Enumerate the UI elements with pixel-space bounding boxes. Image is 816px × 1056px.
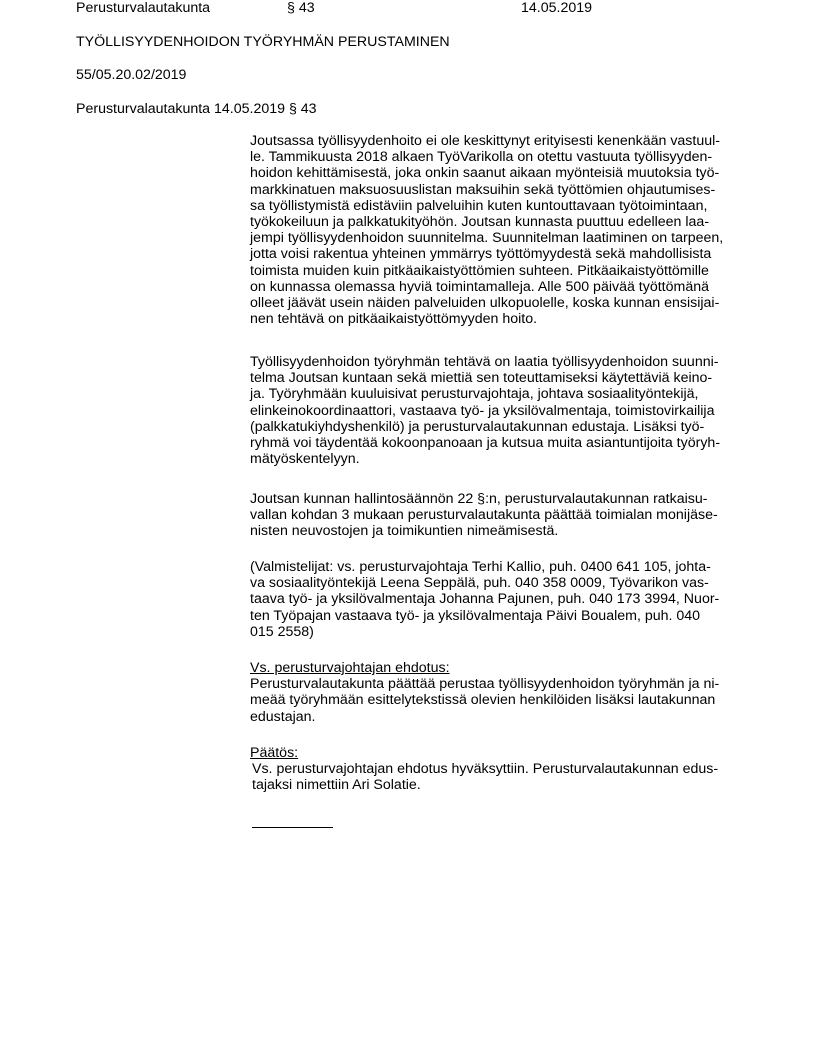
signature-separator-line bbox=[252, 827, 333, 828]
text-line: sa työllistymistä edistäviin palveluihin kuten kuntouttavaan työtoimintaan, bbox=[250, 197, 708, 214]
text-line: meää työryhmään esittelytekstissä olevien henkilöiden lisäksi lautakunnan bbox=[250, 692, 716, 709]
paragraph-background bbox=[250, 133, 740, 327]
text-line: toimista muiden kuin pitkäaikaistyöttömien suhteen. Pitkäaikaistyöttömille bbox=[250, 262, 709, 279]
text-line: Työllisyydenhoidon työryhmän tehtävä on laatia työllisyydenhoidon suunni- bbox=[250, 354, 719, 370]
decision-section bbox=[250, 745, 740, 794]
text-line: Joutsan kunnan hallintosäännön 22 §:n, perusturvalautakunnan ratkaisu- bbox=[250, 491, 708, 507]
meeting-reference: Perusturvalautakunta 14.05.2019 § 43 bbox=[76, 101, 317, 117]
text-line: jotta voisi rakentua yhteinen ymmärrys työttömyydestä sekä mahdollisista bbox=[250, 246, 712, 263]
text-line: (palkkatukiyhdyshenkilö) ja perusturvalautakunnan edustaja. Lisäksi työ- bbox=[250, 418, 705, 435]
text-line: edustajan. bbox=[250, 708, 316, 725]
text-line: mätyöskentelyyn. bbox=[250, 451, 360, 468]
decision-heading: Päätös: bbox=[250, 745, 299, 761]
paragraph-2 bbox=[250, 354, 740, 467]
text-line: hoidon kehittämisestä, joka onkin saanut aikaan myönteisiä muutoksia työ- bbox=[250, 165, 720, 182]
text-line: va sosiaalityöntekijä Leena Seppälä, puh. 040 358 0009, Työvarikon vas- bbox=[250, 575, 709, 592]
header-section: § 43 bbox=[287, 0, 315, 16]
record-number: 55/05.20.02/2019 bbox=[76, 67, 187, 83]
header-committee: Perusturvalautakunta bbox=[76, 0, 211, 16]
text-line: vallan kohdan 3 mukaan perusturvalautakunta päättää toimialan monijäse- bbox=[250, 507, 718, 524]
proposal-section bbox=[250, 660, 740, 725]
text-line: ryhmä voi täydentää kokoonpanoaan ja kutsua muita asiantuntijoita työryh- bbox=[250, 435, 721, 452]
text-line: Vs. perusturvajohtajan ehdotus hyväksyttiin. Perusturvalautakunnan edus- bbox=[252, 761, 719, 778]
text-line: elinkeinokoordinaattori, vastaava työ- ja yksilövalmentaja, toimistovirkailija bbox=[250, 402, 715, 419]
text-line: markkinatuen maksuosuuslistan maksuihin sekä työttömien ohjautumises- bbox=[250, 181, 716, 198]
header-date: 14.05.2019 bbox=[521, 0, 593, 16]
paragraph-3 bbox=[250, 491, 740, 540]
text-line: le. Tammikuusta 2018 alkaen TyöVarikolla on otettu vastuuta työllisyyden- bbox=[250, 149, 713, 166]
text-line: 015 2558) bbox=[250, 623, 314, 640]
text-line: ten Työpajan vastaava työ- ja yksilövalmentaja Päivi Boualem, puh. 040 bbox=[250, 607, 701, 624]
text-line: on kunnassa olemassa hyviä toimintamalleja. Alle 500 päivää työttömänä bbox=[250, 278, 709, 295]
paragraph-1 bbox=[250, 133, 740, 327]
paragraph-4 bbox=[250, 559, 740, 640]
text-line: jempi työllisyydenhoidon suunnitelma. Suunnitelman laatiminen on tarpeen, bbox=[250, 230, 724, 247]
text-line: nisten neuvostojen ja toimikuntien nimeämisestä. bbox=[250, 523, 559, 540]
paragraph-preparers bbox=[250, 559, 740, 640]
paragraph-task bbox=[250, 354, 740, 467]
text-line: nen tehtävä on pitkäaikaistyöttömyyden hoito. bbox=[250, 311, 538, 328]
text-line: telma Joutsan kuntaan sekä miettiä sen toteuttamiseksi käytettäviä keino- bbox=[250, 370, 713, 387]
paragraph-authority bbox=[250, 491, 740, 540]
text-line: Perusturvalautakunta päättää perustaa työllisyydenhoidon työryhmän ja ni- bbox=[250, 676, 720, 693]
text-line: työkokeiluun ja palkkatukityöhön. Joutsan kunnasta puuttuu edelleen laa- bbox=[250, 214, 710, 231]
text-line: tajaksi nimettiin Ari Solatie. bbox=[252, 777, 421, 794]
text-line: olleet jäävät usein näiden palveluiden ulkopuolelle, koska kunnan ensisijai- bbox=[250, 295, 720, 312]
document-title: TYÖLLISYYDENHOIDON TYÖRYHMÄN PERUSTAMINEN bbox=[76, 34, 450, 50]
text-line: ja. Työryhmään kuuluisivat perusturvajohtaja, johtava sosiaalityöntekijä, bbox=[250, 386, 699, 403]
text-line: taava työ- ja yksilövalmentaja Johanna Pajunen, puh. 040 173 3994, Nuor- bbox=[250, 591, 720, 608]
text-line: Joutsassa työllisyydenhoito ei ole keskittynyt erityisesti kenenkään vastuul- bbox=[250, 133, 720, 149]
proposal-heading: Vs. perusturvajohtajan ehdotus: bbox=[250, 660, 450, 676]
text-line: (Valmistelijat: vs. perusturvajohtaja Terhi Kallio, puh. 0400 641 105, johta- bbox=[250, 559, 711, 575]
